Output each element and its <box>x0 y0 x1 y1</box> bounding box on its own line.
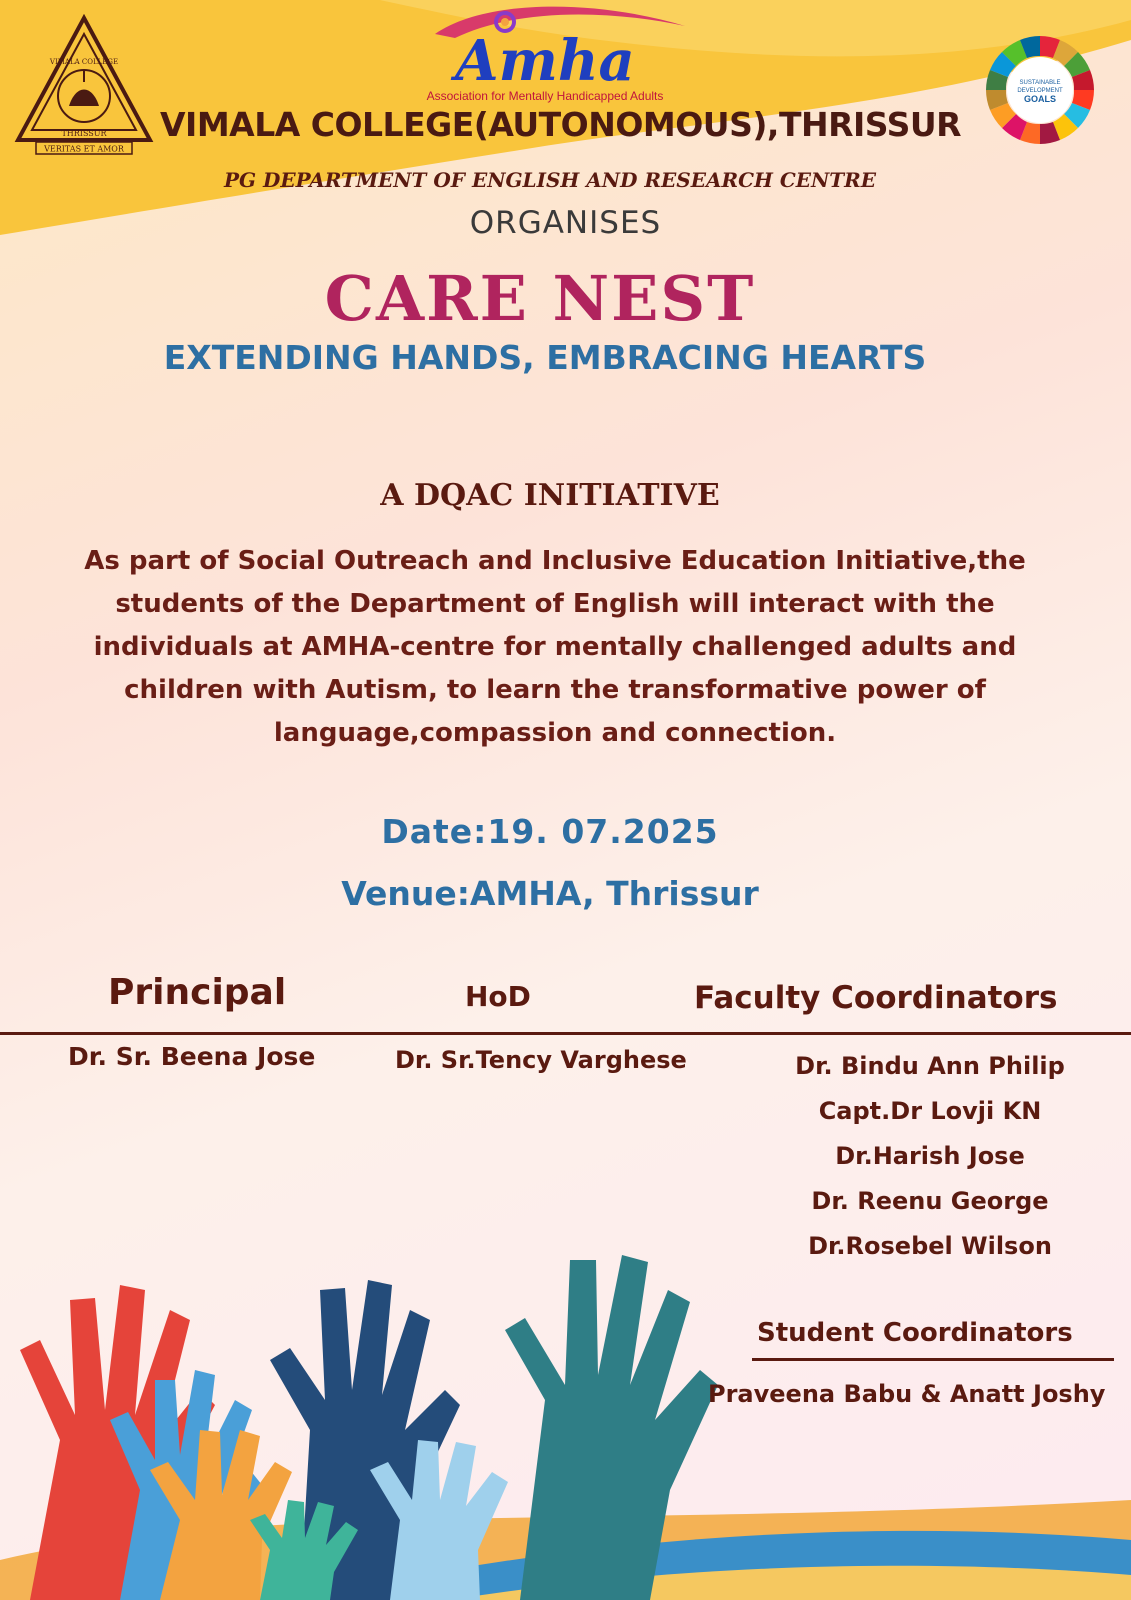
college-crest-icon <box>14 14 154 156</box>
principal-name: Dr. Sr. Beena Jose <box>68 1042 316 1071</box>
event-tagline: EXTENDING HANDS, EMBRACING HEARTS <box>163 338 927 377</box>
sdg-text-line1: SUSTAINABLE <box>1019 80 1061 86</box>
hod-label: HoD <box>465 980 531 1013</box>
event-title: CARE NEST <box>324 262 756 335</box>
college-name: VIMALA COLLEGE(AUTONOMOUS),THRISSUR <box>160 105 962 144</box>
principal-label: Principal <box>108 972 287 1013</box>
section-divider <box>0 1032 1131 1035</box>
college-motto: VERITAS ET AMOR <box>44 144 124 154</box>
initiative-heading: A DQAC INITIATIVE <box>380 478 720 513</box>
amha-full-name: Association for Mentally Handicapped Adults <box>426 89 664 103</box>
event-description: As part of Social Outreach and Inclusive Education Initiative,the students of the Department of English will interact with the individuals at AMHA-centre for mentally challenged adults and children with Autism, to learn the transformative power of language,compassion and connection. <box>84 546 1026 748</box>
department-name: PG DEPARTMENT OF ENGLISH AND RESEARCH CENTRE <box>223 168 877 192</box>
student-coordinators-names: Praveena Babu & Anatt Joshy <box>708 1380 1106 1408</box>
faculty-coordinators-label: Faculty Coordinators <box>694 980 1058 1016</box>
organises-label: ORGANISES <box>469 205 662 241</box>
faculty-coordinator: Dr.Harish Jose <box>835 1142 1025 1170</box>
sdg-text-line3: GOALS <box>1023 94 1057 104</box>
faculty-coordinator: Dr.Rosebel Wilson <box>808 1232 1052 1260</box>
student-coordinators-label: Student Coordinators <box>757 1318 1073 1348</box>
amha-wordmark: Amha <box>455 28 635 94</box>
college-city: THRISSUR <box>61 129 107 138</box>
hod-name: Dr. Sr.Tency Varghese <box>395 1046 687 1074</box>
faculty-coordinators-list <box>780 1044 1080 1269</box>
event-date: Date:19. 07.2025 <box>381 812 719 851</box>
amha-logo <box>395 4 695 104</box>
student-underline <box>752 1358 1114 1361</box>
sdg-wheel-icon <box>984 34 1096 146</box>
sdg-text-line2: DEVELOPMENT <box>1017 88 1063 94</box>
faculty-coordinator: Capt.Dr Lovji KN <box>818 1097 1042 1125</box>
faculty-coordinator: Dr. Bindu Ann Philip <box>795 1052 1065 1080</box>
event-venue: Venue:AMHA, Thrissur <box>341 874 759 913</box>
college-ring-text: VIMALA COLLEGE <box>49 58 119 66</box>
faculty-coordinator: Dr. Reenu George <box>811 1187 1049 1215</box>
